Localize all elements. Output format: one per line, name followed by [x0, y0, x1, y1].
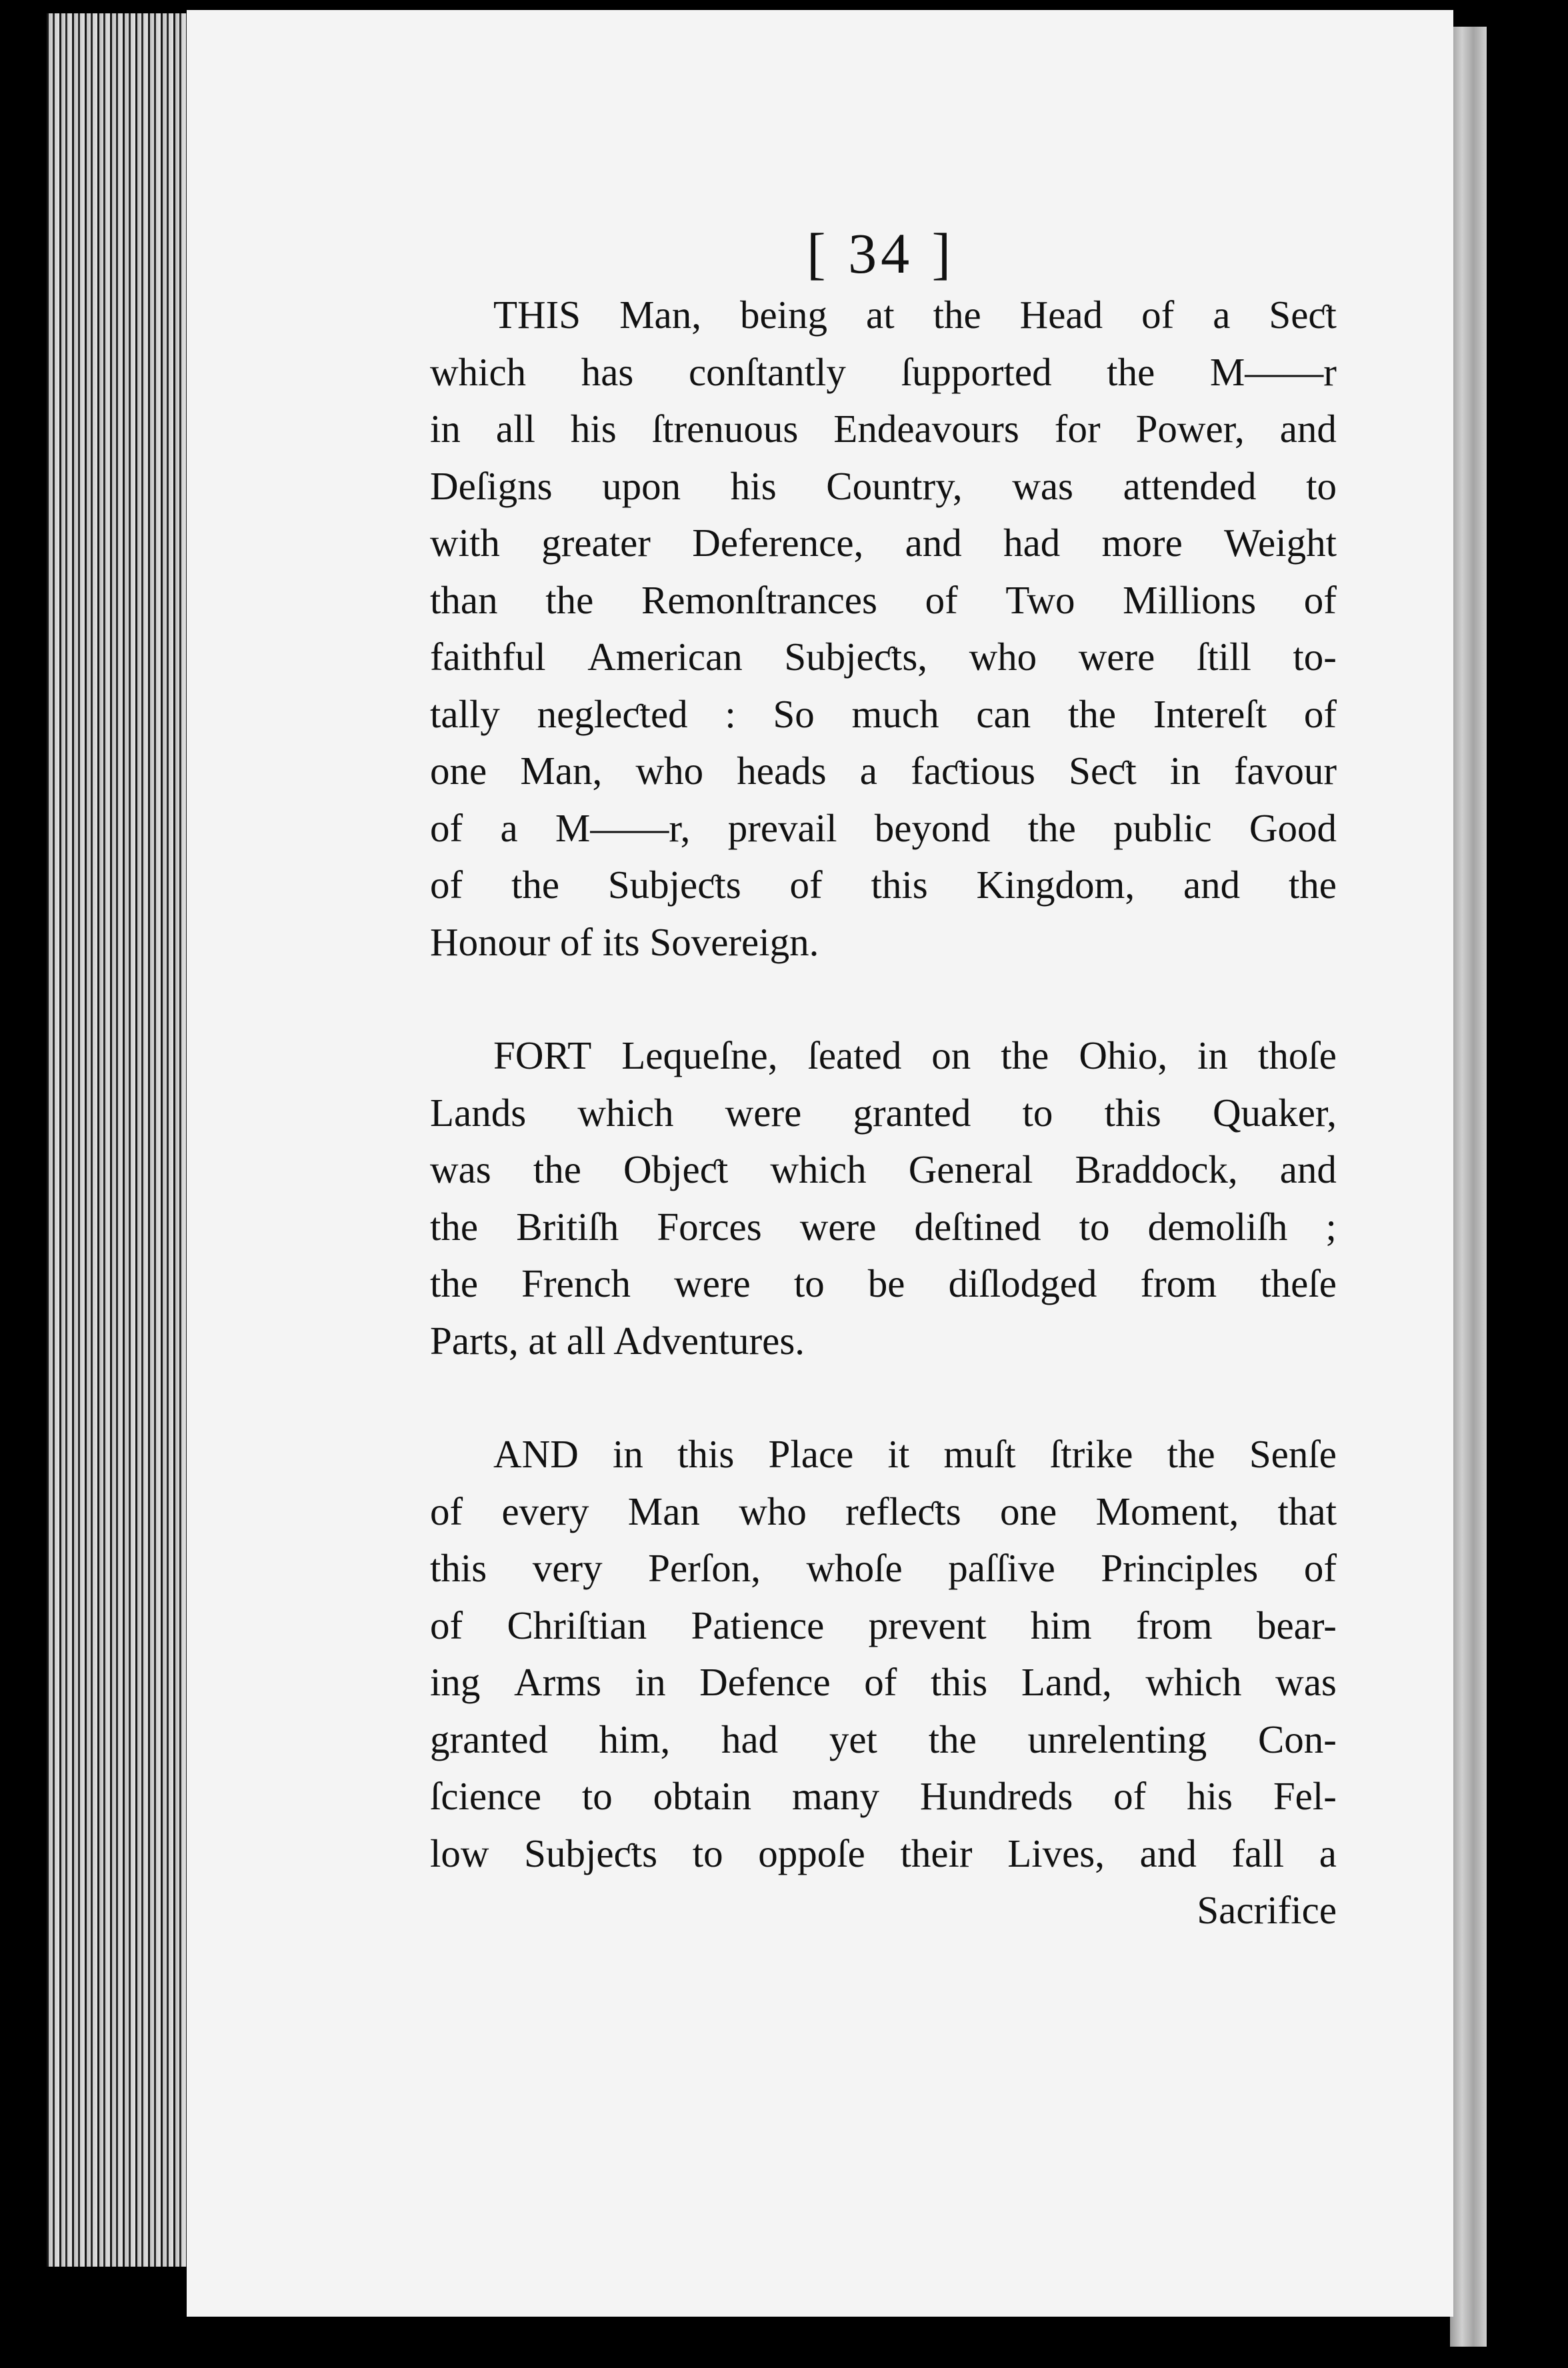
next-page-edge — [1450, 27, 1487, 2347]
word: Quaker, — [1212, 1090, 1337, 1135]
word: the — [1167, 1432, 1215, 1476]
word: of — [430, 1489, 463, 1533]
word: Fel- — [1273, 1774, 1337, 1818]
word: Lands — [430, 1090, 527, 1135]
word: THIS — [493, 293, 581, 337]
word: Intereſt — [1153, 691, 1267, 736]
word: beyond — [874, 805, 991, 850]
paragraph-1 — [430, 287, 1337, 971]
word: Endeavours — [833, 407, 1019, 451]
word: theſe — [1260, 1261, 1337, 1305]
word: Objeƈt — [623, 1147, 729, 1191]
word: in — [1197, 1033, 1228, 1077]
word: a — [500, 805, 518, 850]
word: Arms — [513, 1660, 602, 1704]
word: deſtined — [914, 1204, 1041, 1249]
word: and — [1183, 863, 1241, 907]
word: of — [430, 863, 463, 907]
word: the — [1001, 1033, 1049, 1077]
word: Moment, — [1095, 1489, 1239, 1533]
text-line — [430, 1141, 1337, 1199]
word: was — [1275, 1660, 1337, 1704]
word: to — [1079, 1204, 1110, 1249]
word: Seƈt — [1069, 749, 1137, 793]
word: public — [1113, 805, 1212, 850]
word: Head — [1019, 293, 1103, 337]
word: it — [887, 1432, 910, 1476]
word: in — [635, 1660, 666, 1704]
word: the — [545, 577, 594, 622]
word: has — [581, 349, 634, 394]
word: Remonſtrances — [641, 577, 877, 622]
word: favour — [1234, 749, 1337, 793]
word: who — [969, 635, 1037, 679]
word: this — [871, 863, 928, 907]
word: conſtantly — [688, 349, 846, 394]
word: to — [793, 1261, 825, 1305]
word: which — [1145, 1660, 1242, 1704]
word: Lives, — [1007, 1831, 1105, 1875]
word: Man, — [520, 749, 603, 793]
word: all — [495, 407, 535, 451]
word: ; — [1325, 1204, 1337, 1249]
word: were — [799, 1204, 877, 1249]
word: paſſive — [948, 1546, 1055, 1590]
word: this — [930, 1660, 988, 1704]
word: Deference, — [692, 521, 864, 565]
text-line — [430, 743, 1337, 800]
text-line — [430, 287, 1337, 344]
word: FORT — [493, 1033, 592, 1077]
word: had — [721, 1717, 779, 1761]
word: of — [1113, 1774, 1147, 1818]
word: the — [533, 1147, 581, 1191]
word: were — [674, 1261, 751, 1305]
text-line — [430, 1825, 1337, 1883]
word: was — [1012, 463, 1073, 508]
word: and — [1279, 1147, 1337, 1191]
word: prevail — [727, 805, 837, 850]
word: Braddock, — [1075, 1147, 1238, 1191]
word: and — [905, 521, 962, 565]
word: to — [692, 1831, 723, 1875]
word: Hundreds — [919, 1774, 1073, 1818]
word: Senſe — [1249, 1432, 1337, 1476]
word: low — [430, 1831, 489, 1875]
word: Weight — [1224, 521, 1337, 565]
paragraph-3 — [430, 1426, 1337, 1882]
word: their — [900, 1831, 973, 1875]
word: the — [1107, 349, 1155, 394]
text-line — [430, 800, 1337, 857]
text-line — [430, 1255, 1337, 1313]
word: who — [739, 1489, 807, 1533]
word: of — [864, 1660, 897, 1704]
word: and — [1279, 407, 1337, 451]
word: M——r — [1209, 349, 1337, 394]
word: diſlodged — [948, 1261, 1097, 1305]
word: Man — [627, 1489, 700, 1533]
word: attended — [1123, 463, 1257, 508]
word: than — [430, 577, 498, 622]
word: in — [430, 407, 461, 451]
word: be — [867, 1261, 905, 1305]
word: with — [430, 521, 500, 565]
word: of — [430, 805, 463, 850]
word: Deſigns — [430, 463, 553, 508]
word: thoſe — [1257, 1033, 1337, 1077]
word: obtain — [653, 1774, 752, 1818]
word: Britiſh — [516, 1204, 619, 1249]
text-line — [430, 515, 1337, 572]
word: Forces — [657, 1204, 762, 1249]
word: much — [851, 691, 939, 736]
word: this — [1104, 1090, 1161, 1135]
word: Chriſtian — [507, 1603, 647, 1647]
word: were — [725, 1090, 802, 1135]
word: his — [570, 407, 617, 451]
text-line — [430, 629, 1337, 686]
page-number: [ 34 ] — [807, 221, 955, 285]
word: heads — [737, 749, 827, 793]
word: Land, — [1021, 1660, 1112, 1704]
text-line — [430, 1199, 1337, 1256]
word: of — [1303, 691, 1337, 736]
word: Lequeſne, — [621, 1033, 778, 1077]
word: demoliſh — [1147, 1204, 1288, 1249]
text-line — [430, 401, 1337, 458]
word: Two — [1005, 577, 1075, 622]
word: Subjeƈts — [607, 863, 741, 907]
word: the — [928, 1717, 977, 1761]
word: which — [577, 1090, 674, 1135]
word: of — [1303, 577, 1337, 622]
text-line — [430, 1597, 1337, 1655]
word: his — [1187, 1774, 1233, 1818]
word: AND — [493, 1432, 579, 1476]
word: and — [1139, 1831, 1197, 1875]
word: unrelenting — [1027, 1717, 1207, 1761]
word: tally — [430, 691, 500, 736]
word: from — [1140, 1261, 1217, 1305]
word: granted — [430, 1717, 548, 1761]
word: Good — [1249, 805, 1337, 850]
word: of — [430, 1603, 463, 1647]
word: him — [1030, 1603, 1092, 1647]
paragraph-2 — [430, 1027, 1337, 1369]
word: one — [430, 749, 487, 793]
word: a — [859, 749, 877, 793]
word: of — [1303, 1546, 1337, 1590]
word: to- — [1293, 635, 1337, 679]
paragraph-gap — [430, 971, 1337, 1027]
word: Principles — [1101, 1546, 1259, 1590]
text-line — [430, 344, 1337, 401]
word: many — [791, 1774, 880, 1818]
word: who — [635, 749, 704, 793]
word: negleƈted — [537, 691, 688, 736]
word: Patience — [691, 1603, 825, 1647]
word: that — [1277, 1489, 1337, 1533]
word: the — [1067, 691, 1117, 736]
word: at — [866, 293, 895, 337]
word: Perſon, — [648, 1546, 761, 1590]
word: Seƈt — [1269, 293, 1337, 337]
word: ſtill — [1196, 635, 1251, 679]
word: to — [1306, 463, 1337, 508]
word: every — [501, 1489, 589, 1533]
word: more — [1101, 521, 1183, 565]
word: ſcience — [430, 1774, 542, 1818]
word: prevent — [868, 1603, 987, 1647]
word: to — [1022, 1090, 1053, 1135]
word: Defence — [699, 1660, 831, 1704]
word: this — [677, 1432, 735, 1476]
word: very — [532, 1546, 603, 1590]
word: ing — [430, 1660, 481, 1704]
text-line — [430, 1426, 1337, 1483]
word: Subjeƈts — [524, 1831, 658, 1875]
word: General — [908, 1147, 1033, 1191]
text-line — [430, 1768, 1337, 1825]
word: the — [1288, 863, 1337, 907]
word: So — [773, 691, 815, 736]
text-line: Parts, at all Adventures. — [430, 1318, 805, 1363]
word: granted — [853, 1090, 971, 1135]
word: faithful — [430, 635, 546, 679]
text-line — [430, 857, 1337, 914]
word: Kingdom, — [976, 863, 1135, 907]
word: this — [430, 1546, 487, 1590]
text-line — [430, 458, 1337, 515]
word: in — [613, 1432, 643, 1476]
word: to — [581, 1774, 613, 1818]
text-line — [430, 1483, 1337, 1541]
word: him, — [599, 1717, 671, 1761]
word: the — [511, 863, 560, 907]
word: from — [1135, 1603, 1213, 1647]
word: one — [1000, 1489, 1057, 1533]
word: of — [789, 863, 823, 907]
word: American — [587, 635, 743, 679]
word: : — [725, 691, 736, 736]
word: the — [933, 293, 981, 337]
book-page-edges — [47, 13, 187, 2267]
word: the — [1027, 805, 1076, 850]
word: French — [521, 1261, 631, 1305]
paragraph-gap — [430, 1369, 1337, 1426]
word: in — [1169, 749, 1201, 793]
word: yet — [829, 1717, 877, 1761]
word: Power, — [1135, 407, 1245, 451]
word: refleƈts — [845, 1489, 961, 1533]
word: ſtrenuous — [651, 407, 799, 451]
body-text — [430, 287, 1337, 1939]
word: whoſe — [806, 1546, 903, 1590]
word: were — [1078, 635, 1155, 679]
word: his — [730, 463, 777, 508]
text-line: Honour of its Sovereign. — [430, 919, 819, 964]
text-line — [430, 1085, 1337, 1142]
word: Ohio, — [1079, 1033, 1168, 1077]
word: Man, — [619, 293, 701, 337]
word: oppoſe — [758, 1831, 865, 1875]
word: which — [770, 1147, 867, 1191]
word: upon — [602, 463, 681, 508]
word: greater — [541, 521, 651, 565]
word: ſupported — [901, 349, 1052, 394]
word: Millions — [1123, 577, 1257, 622]
word: the — [430, 1204, 479, 1249]
text-line — [430, 572, 1337, 629]
word: had — [1003, 521, 1061, 565]
word: being — [739, 293, 828, 337]
word: bear- — [1256, 1603, 1337, 1647]
text-line — [430, 1540, 1337, 1597]
word: for — [1054, 407, 1101, 451]
word: M——r, — [555, 805, 691, 850]
word: was — [430, 1147, 491, 1191]
word: Subjeƈts, — [784, 635, 928, 679]
word: of — [1141, 293, 1175, 337]
word: a — [1213, 293, 1231, 337]
word: Country, — [826, 463, 963, 508]
catchword: Sacrifice — [1197, 1888, 1337, 1932]
word: fall — [1231, 1831, 1285, 1875]
word: ſeated — [807, 1033, 902, 1077]
word: of — [925, 577, 958, 622]
word: muſt — [943, 1432, 1016, 1476]
word: Place — [768, 1432, 854, 1476]
text-line — [430, 1711, 1337, 1769]
word: which — [430, 349, 527, 394]
text-line — [430, 686, 1337, 743]
word: can — [976, 691, 1031, 736]
word: the — [430, 1261, 479, 1305]
word: faƈtious — [911, 749, 1035, 793]
text-line — [430, 1654, 1337, 1711]
word: a — [1319, 1831, 1337, 1875]
text-line — [430, 1027, 1337, 1085]
word: on — [931, 1033, 971, 1077]
word: Con- — [1257, 1717, 1337, 1761]
word: ſtrike — [1049, 1432, 1133, 1476]
